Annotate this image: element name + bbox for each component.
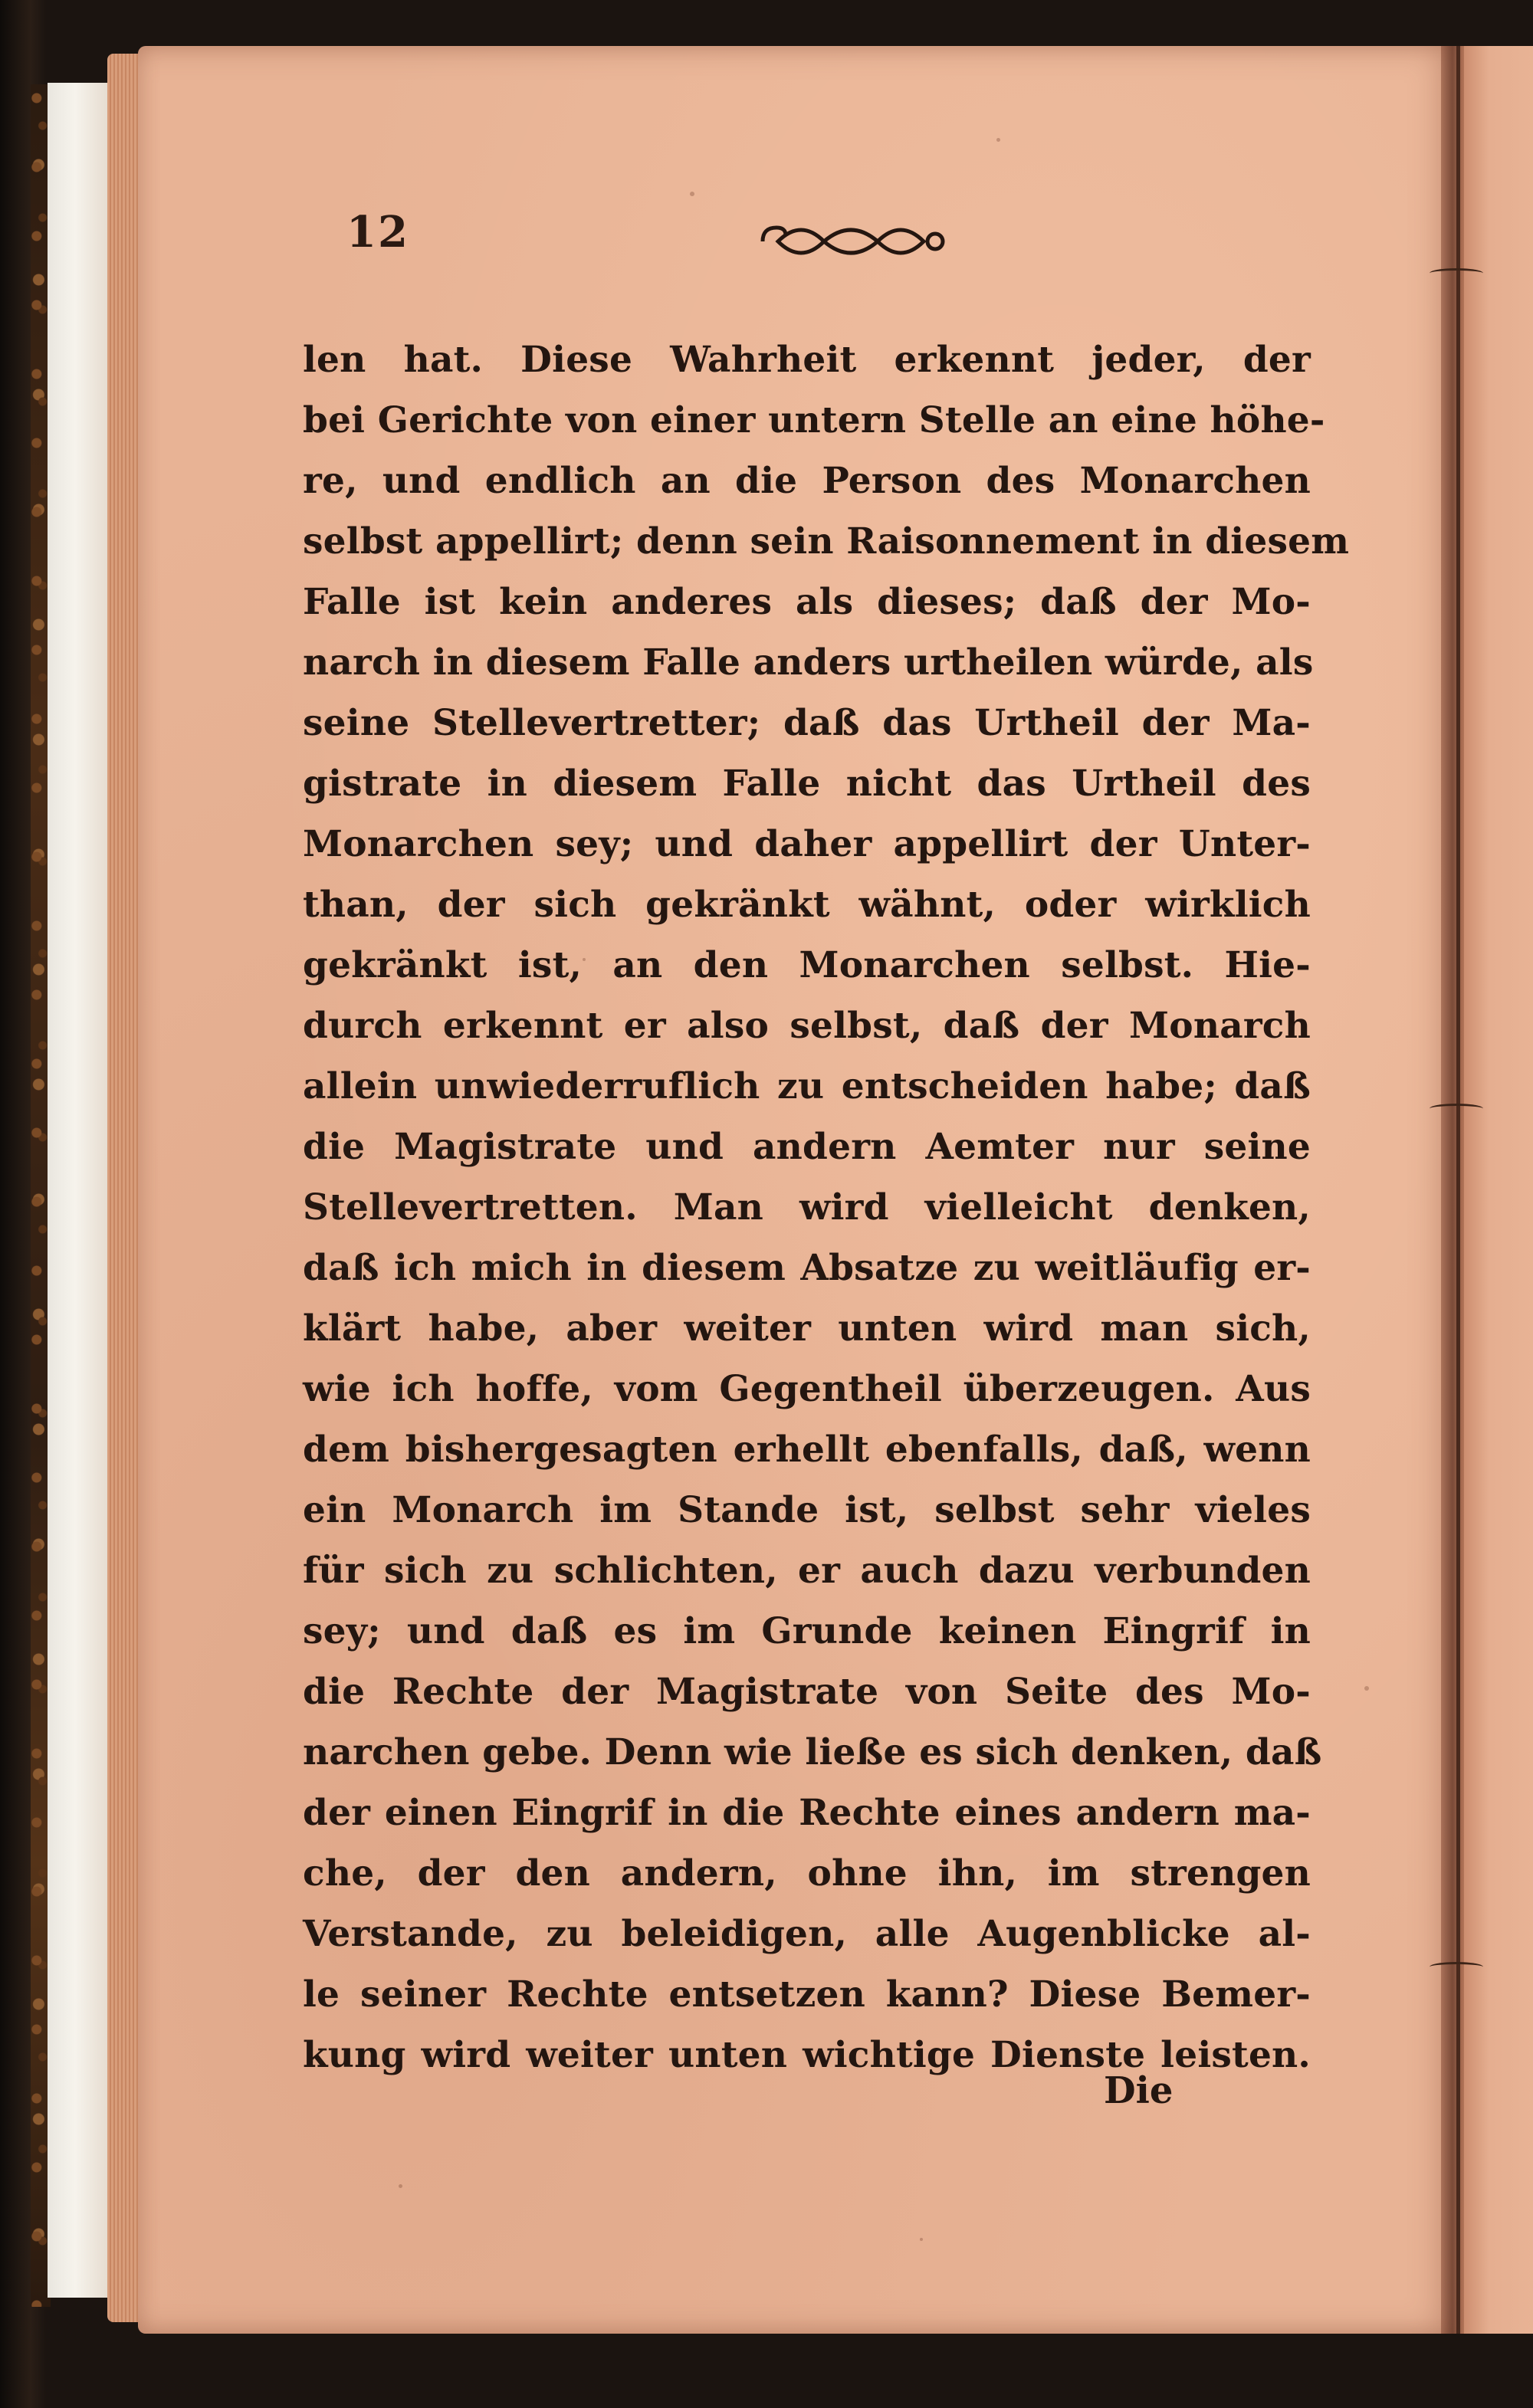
text-line: seine Stellevertretter; daß das Urtheil der Ma- — [303, 702, 1311, 744]
text-line: len hat. Diese Wahrheit erkennt jeder, der — [303, 339, 1311, 381]
text-line: gistrate in diesem Falle nicht das Urtheil des — [303, 763, 1311, 805]
facing-page-edge — [1460, 46, 1533, 2334]
text-line: Stellevertretten. Man wird vielleicht denken, — [303, 1186, 1311, 1229]
text-line: Monarchen sey; und daher appellirt der Unter- — [303, 823, 1311, 865]
text-line: der einen Eingrif in die Rechte eines andern ma- — [303, 1792, 1311, 1834]
paper-speck — [1364, 1686, 1369, 1691]
text-line: die Magistrate und andern Aemter nur seine — [303, 1126, 1311, 1168]
text-line: dem bishergesagten erhellt ebenfalls, daß, wenn — [303, 1429, 1311, 1471]
text-line: selbst appellirt; denn sein Raisonnement in diesem — [303, 520, 1350, 563]
header-ornament-icon — [747, 218, 954, 264]
text-line: narchen gebe. Denn wie ließe es sich denken, daß — [303, 1731, 1322, 1773]
text-line: daß ich mich in diesem Absatze zu weitläufig er- — [303, 1247, 1311, 1289]
binding-stitch — [1430, 1962, 1483, 1972]
text-line: re, und endlich an die Person des Monarchen — [303, 460, 1311, 502]
text-line: die Rechte der Magistrate von Seite des Mo- — [303, 1671, 1311, 1713]
page-number: 12 — [346, 207, 409, 258]
text-line: than, der sich gekränkt wähnt, oder wirklich — [303, 884, 1311, 926]
text-line: narch in diesem Falle anders urtheilen würde, als — [303, 641, 1314, 684]
text-line: bei Gerichte von einer untern Stelle an eine höhe- — [303, 399, 1325, 441]
text-line: che, der den andern, ohne ihn, im strengen — [303, 1852, 1311, 1895]
text-line: sey; und daß es im Grunde keinen Eingrif in — [303, 1610, 1311, 1652]
catchword: Die — [1104, 2069, 1174, 2112]
text-line: durch erkennt er also selbst, daß der Monarch — [303, 1005, 1311, 1047]
body-text — [303, 330, 1350, 2085]
paper-speck — [920, 2238, 923, 2241]
text-line: le seiner Rechte entsetzen kann? Diese Bemer- — [303, 1973, 1311, 2016]
text-line: ein Monarch im Stande ist, selbst sehr vieles — [303, 1489, 1311, 1531]
text-line: Falle ist kein anderes als dieses; daß der Mo- — [303, 581, 1311, 623]
text-line: wie ich hoffe, vom Gegentheil überzeugen. Aus — [303, 1368, 1311, 1410]
text-line: kung wird weiter unten wichtige Dienste leisten. — [303, 2034, 1311, 2076]
page-block-edge — [48, 83, 117, 2298]
text-line: für sich zu schlichten, er auch dazu verbunden — [303, 1550, 1311, 1592]
paper-speck — [399, 2184, 402, 2188]
text-line: allein unwiederruflich zu entscheiden habe; daß — [303, 1065, 1311, 1107]
binding-stitch — [1430, 268, 1483, 278]
book-gutter — [1441, 46, 1464, 2334]
text-line: Verstande, zu beleidigen, alle Augenblicke al- — [303, 1913, 1311, 1955]
binding-stitch — [1430, 1104, 1483, 1114]
paper-speck — [690, 192, 694, 196]
paper-speck — [996, 138, 1000, 142]
text-line: gekränkt ist, an den Monarchen selbst. Hie- — [303, 944, 1311, 986]
text-line: klärt habe, aber weiter unten wird man sich, — [303, 1307, 1311, 1350]
